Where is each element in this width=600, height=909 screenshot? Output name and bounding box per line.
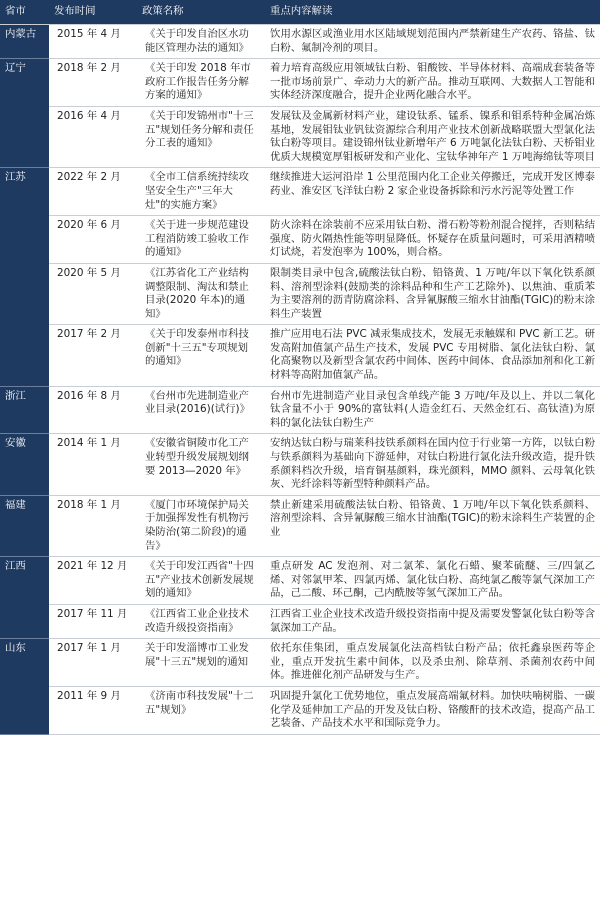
header-policy: 政策名称 xyxy=(137,0,265,25)
policy-name-cell: 《全市工信系统持续攻坚安全生产"三年大灶"的实施方案》 xyxy=(137,168,265,216)
table-row xyxy=(0,325,600,386)
policy-name-cell: 《关于进一步规范建设工程消防竣工验收工作的通知》 xyxy=(137,216,265,264)
table-row xyxy=(0,495,600,556)
province-cell: 江西 xyxy=(0,557,49,639)
province-cell: 内蒙古 xyxy=(0,25,49,59)
table-header xyxy=(0,0,600,25)
province-cell: 山东 xyxy=(0,639,49,735)
table-row xyxy=(0,59,600,107)
table-row xyxy=(0,25,600,59)
content-cell: 台州市先进制造产业目录包含单线产能 3 万吨/年及以上、并以二氧化钛含量不小于 90%的富钛料(人造金红石、天然金红石、高钛渣)为原料的氯化法钛白粉生产 xyxy=(265,386,600,434)
table-body xyxy=(0,25,600,735)
header-row xyxy=(0,0,600,25)
policy-name-cell: 关于印发淄博市工业发展"十三五"规划的通知 xyxy=(137,639,265,687)
content-cell: 着力培育高级应用领域钛白粉、钼酸铵、半导体材料、高端成套装备等一批市场前景广、牵动力大的新产品。推动互联网、大数据人工智能和实体经济深度融合，提升企业两化融合水平。 xyxy=(265,59,600,107)
content-cell: 继续推进大运河沿岸 1 公里范围内化工企业关停搬迁，完成开发区博泰药业、淮安区飞洋钛白粉 2 家企业设备拆除和污水污泥等处置工作 xyxy=(265,168,600,216)
date-cell: 2016 年 8 月 xyxy=(49,386,137,434)
province-cell: 安徽 xyxy=(0,434,49,495)
date-cell: 2014 年 1 月 xyxy=(49,434,137,495)
policy-name-cell: 《关于印发锦州市"十三五"规划任务分解和责任分工表的通知》 xyxy=(137,106,265,167)
table-row xyxy=(0,216,600,264)
content-cell: 限制类目录中包含,硫酸法钛白粉、铅铬黄、1 万吨/年以下氧化铁系颜料、溶剂型涂料(鼓励类的涂料品种和生产工艺除外)、以焦油、重质苯为主要溶剂的沥青防腐涂料、含异氰脲酸三缩水甘油酯(TGIC)的粉末涂料生产装置 xyxy=(265,263,600,324)
header-date: 发布时间 xyxy=(49,0,137,25)
content-cell: 巩固提升氯化工优势地位，重点发展高端氟材料。加快呋喃树脂、一碳化学及延伸加工产品的开发及钛白粉、铬酸酐的技术改造，提高产品工艺装备、产品技术水平和国际竞争力。 xyxy=(265,686,600,734)
date-cell: 2017 年 11 月 xyxy=(49,604,137,638)
date-cell: 2018 年 1 月 xyxy=(49,495,137,556)
content-cell: 禁止新建采用硫酸法钛白粉、铅铬黄、1 万吨/年以下氧化铁系颜料、溶剂型涂料、含异氰脲酸三缩水甘油酯(TGIC)的粉末涂料生产装置的企业 xyxy=(265,495,600,556)
policy-name-cell: 《济南市科技发展"十二五"规划》 xyxy=(137,686,265,734)
date-cell: 2021 年 12 月 xyxy=(49,557,137,605)
table-row xyxy=(0,604,600,638)
date-cell: 2022 年 2 月 xyxy=(49,168,137,216)
header-province: 省市 xyxy=(0,0,49,25)
policy-name-cell: 《台州市先进制造业产业目录(2016)(试行)》 xyxy=(137,386,265,434)
date-cell: 2017 年 1 月 xyxy=(49,639,137,687)
content-cell: 推广应用电石法 PVC 减汞集成技术，发展无汞触媒和 PVC 新工艺。研发高附加值氯产品生产技术，发展 PVC 专用树脂、氯化法钛白粉、氯化高聚物以及新型含氯农药中间体、医药中间体、食品添加剂和化工新材料等高附加值氯产品。 xyxy=(265,325,600,386)
date-cell: 2017 年 2 月 xyxy=(49,325,137,386)
date-cell: 2016 年 4 月 xyxy=(49,106,137,167)
province-cell: 福建 xyxy=(0,495,49,556)
header-content: 重点内容解读 xyxy=(265,0,600,25)
table-row xyxy=(0,686,600,734)
table-row xyxy=(0,106,600,167)
province-cell: 江苏 xyxy=(0,168,49,386)
content-cell: 依托东佳集团，重点发展氯化法高档钛白粉产品；依托鑫泉医药等企业，重点开发抗生素中间体，以及杀虫剂、除草剂、杀菌剂农药中间体。推进催化剂产品研发与生产。 xyxy=(265,639,600,687)
policy-name-cell: 《关于印发自治区水功能区管理办法的通知》 xyxy=(137,25,265,59)
date-cell: 2020 年 6 月 xyxy=(49,216,137,264)
policy-name-cell: 《关于印发 2018 年市政府工作报告任务分解方案的通知》 xyxy=(137,59,265,107)
content-cell: 重点研发 AC 发泡剂、对二氯苯、氯化石蜡、聚苯硫醚、三/四氯乙烯、对邻氯甲苯、四氯丙烯、氯化钛白粉、高纯氯乙酸等氯气深加工产品，己二酸、环己酮，己内酰胺等氢气深加工产品。 xyxy=(265,557,600,605)
table-row xyxy=(0,557,600,605)
table-row xyxy=(0,639,600,687)
content-cell: 江西省工业企业技术改造升级投资指南中提及需要发警氯化钛白粉等含氯深加工产品。 xyxy=(265,604,600,638)
policy-name-cell: 《关于印发泰州市科技创新"十三五"专项规划的通知》 xyxy=(137,325,265,386)
table-row xyxy=(0,168,600,216)
policy-name-cell: 《关于印发江西省"十四五"产业技术创新发展规划的通知》 xyxy=(137,557,265,605)
content-cell: 防火涂料在涂装前不应采用钛白粉、滑石粉等粉剂混合搅拌，否则粘结强度、防火隔热性能等明显降低。怀疑存在质量问题时，可采用酒精喷灯试烧，若发泡率为 100%，则合格。 xyxy=(265,216,600,264)
policy-name-cell: 《安徽省铜陵市化工产业转型升级发展规划纲要 2013—2020 年》 xyxy=(137,434,265,495)
content-cell: 安纳达钛白粉与瑞莱科技铁系颜料在国内位于行业第一方阵，以钛白粉与铁系颜料为基础向下游延伸，对钛白粉进行氯化法升级改造，提升铁系颜料档次升级，培育铜基颜料，珠光颜料，MMO 颜料、云母氧化铁灰、光纤涂料等新型特种颜料产品。 xyxy=(265,434,600,495)
date-cell: 2020 年 5 月 xyxy=(49,263,137,324)
table-row xyxy=(0,386,600,434)
policy-name-cell: 《江西省工业企业技术改造升级投资指南》 xyxy=(137,604,265,638)
policy-name-cell: 《江苏省化工产业结构调整限制、淘汰和禁止目录(2020 年本)的通知》 xyxy=(137,263,265,324)
date-cell: 2018 年 2 月 xyxy=(49,59,137,107)
policy-name-cell: 《厦门市环境保护局关于加强挥发性有机物污染防治(第二阶段)的通告》 xyxy=(137,495,265,556)
table-row xyxy=(0,434,600,495)
content-cell: 发展钛及金属新材料产业，建设钛系、锰系、镍系和钼系特种金属冶炼基地，发展钼钛业钒钛资源综合利用产业技术创新战略联盟大型氯化法钛白粉等项目。建设锦州钛业新增年产 6 万吨氯化法钛白粉、天桥钼业优质大规模宽厚钼板研发和产业化、宝钛华神年产 1 万吨海绵钛等项目 xyxy=(265,106,600,167)
date-cell: 2015 年 4 月 xyxy=(49,25,137,59)
date-cell: 2011 年 9 月 xyxy=(49,686,137,734)
table-row xyxy=(0,263,600,324)
content-cell: 饮用水源区或渔业用水区陆域规划范围内严禁新建生产农药、铬盐、钛白粉、氟制冷剂的项目。 xyxy=(265,25,600,59)
province-cell: 浙江 xyxy=(0,386,49,434)
province-cell: 辽宁 xyxy=(0,59,49,168)
